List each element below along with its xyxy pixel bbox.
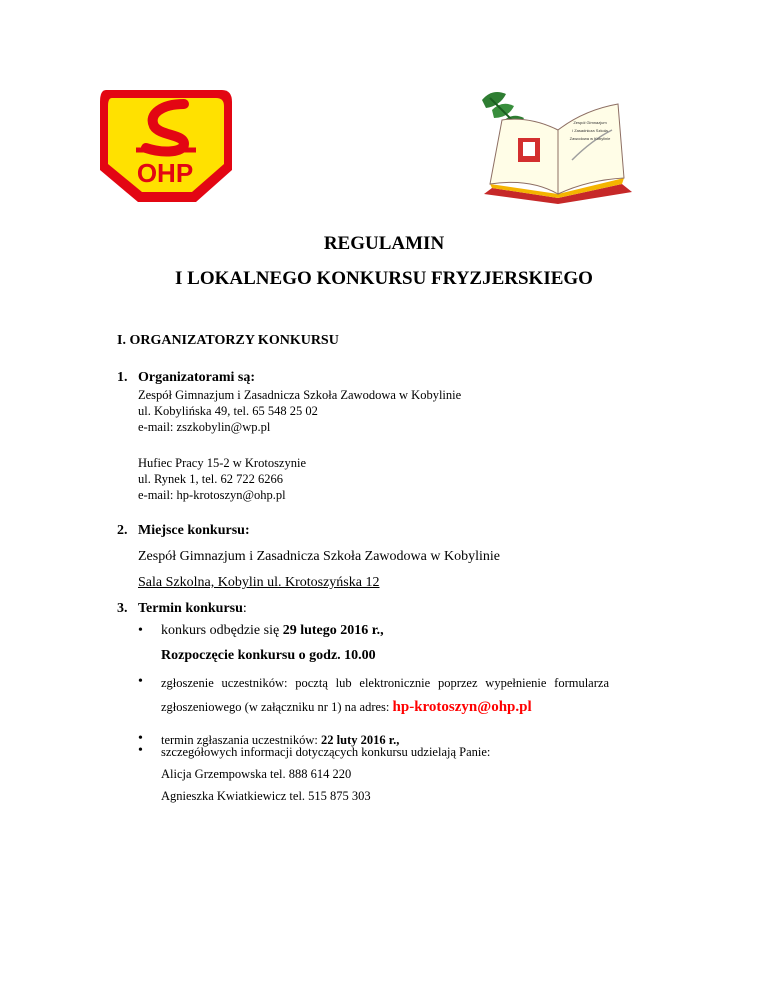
contact-info: szczegółowych informacji dotyczących konkursu udzielają Panie: — [161, 745, 491, 759]
bullet-4-marker: • — [138, 743, 143, 758]
svg-text:Zawodowa w Kobylinie: Zawodowa w Kobylinie — [569, 136, 611, 141]
svg-text:OHP: OHP — [136, 158, 194, 188]
registration-address: zgłoszeniowego (w załączniku nr 1) na adres: hp-krotoszyn@ohp.pl — [161, 699, 532, 715]
organizer-school — [138, 387, 461, 435]
bullet-3-marker: • — [138, 731, 143, 746]
contact-person-1: Alicja Grzempowska tel. 888 614 220 — [161, 767, 352, 781]
organizer-school-name: Zespół Gimnazjum i Zasadnicza Szkoła Zawodowa w Kobylinie — [138, 388, 462, 402]
document-title: REGULAMIN — [323, 233, 445, 254]
organizer-hufiec-name: Hufiec Pracy 15-2 w Krotoszynie — [138, 456, 307, 470]
contact-person-2: Agnieszka Kwiatkiewicz tel. 515 875 303 — [161, 789, 371, 803]
contest-start-time: Rozpoczęcie konkursu o godz. 10.00 — [161, 648, 376, 663]
ohp-logo — [92, 78, 238, 206]
item-1-heading: 1. Organizatorami są: — [117, 370, 256, 385]
venue-school: Zespół Gimnazjum i Zasadnicza Szkoła Zawodowa w Kobylinie — [138, 549, 500, 564]
school-book-logo — [472, 80, 642, 205]
bullet-1-marker: • — [138, 623, 143, 638]
svg-text:Zespół Gimnazjum: Zespół Gimnazjum — [573, 120, 607, 125]
organizer-hufiec — [138, 455, 306, 503]
registration-email-link[interactable]: hp-krotoszyn@ohp.pl — [392, 699, 532, 715]
contest-date: konkurs odbędzie się 29 lutego 2016 r., — [161, 623, 384, 638]
registration-deadline: termin zgłaszania uczestników: 22 luty 2016 r., — [161, 733, 400, 747]
section-heading: I. ORGANIZATORZY KONKURSU — [117, 333, 339, 348]
svg-text:i Zasadnicza Szkoła: i Zasadnicza Szkoła — [572, 128, 608, 133]
organizer-school-address: ul. Kobylińska 49, tel. 65 548 25 02 — [138, 404, 318, 418]
document-subtitle: I LOKALNEGO KONKURSU FRYZJERSKIEGO — [175, 268, 593, 289]
item-2-heading: 2. Miejsce konkursu: — [117, 523, 250, 538]
organizer-hufiec-email: e-mail: hp-krotoszyn@ohp.pl — [138, 488, 286, 502]
organizer-hufiec-address: ul. Rynek 1, tel. 62 722 6266 — [138, 472, 283, 486]
bullet-2-marker: • — [138, 674, 143, 689]
organizer-school-email: e-mail: zszkobylin@wp.pl — [138, 420, 271, 434]
item-3-heading: 3. Termin konkursu: — [117, 601, 247, 616]
venue-address: Sala Szkolna, Kobylin ul. Krotoszyńska 12 — [138, 575, 380, 590]
registration-info: zgłoszenie uczestników: pocztą lub elektronicznie poprzez wypełnienie formularza — [161, 676, 609, 690]
